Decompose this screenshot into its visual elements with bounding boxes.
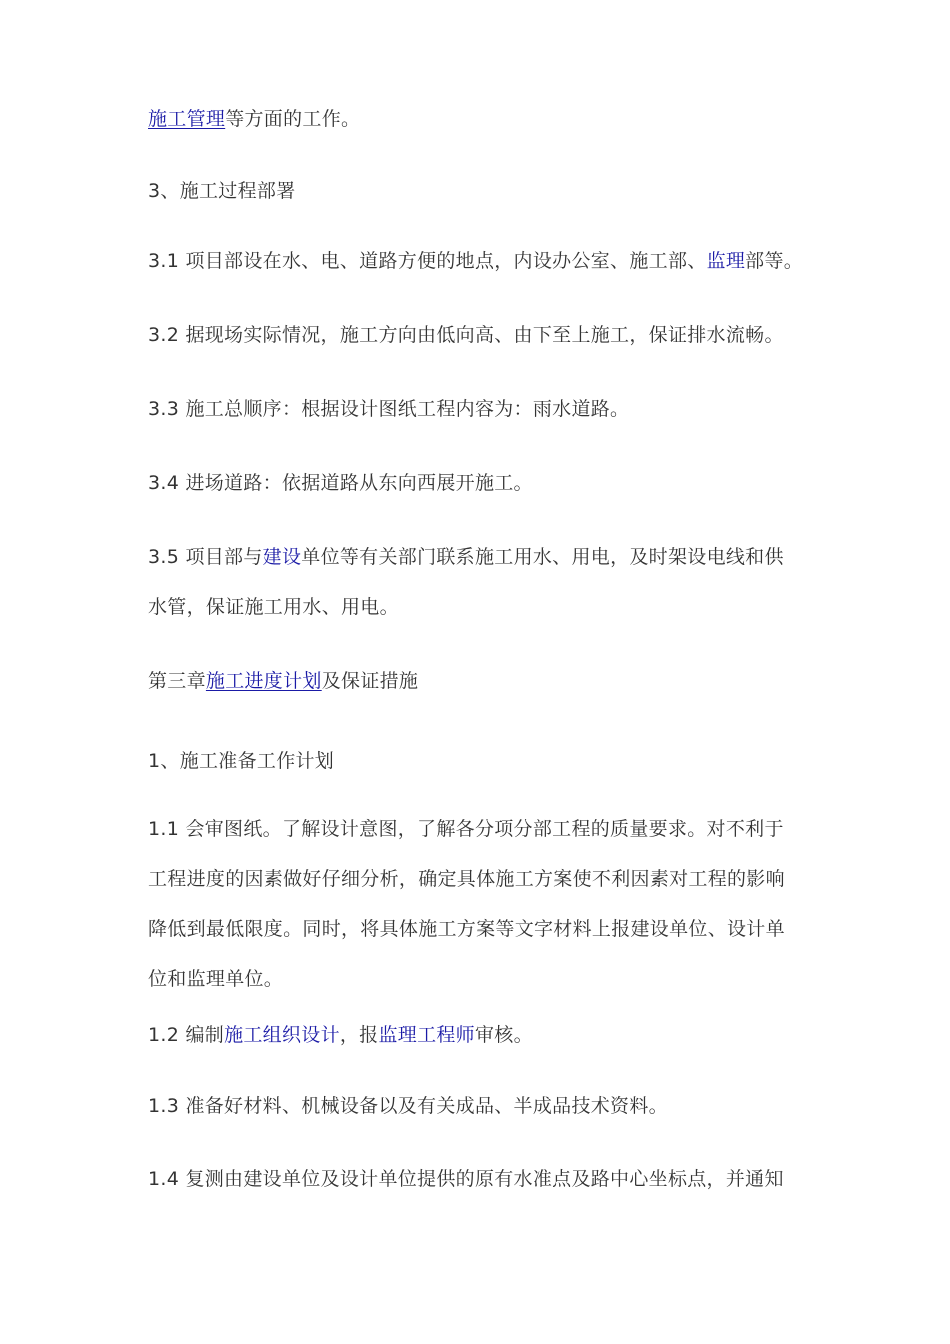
section-heading-3	[148, 178, 296, 204]
text-span: 部等。	[745, 250, 804, 272]
text-line-1-4	[148, 1166, 784, 1192]
text-span: 审核。	[475, 1024, 533, 1046]
text-span: 1.2 编制	[148, 1024, 225, 1046]
text-span: ，报	[339, 1024, 379, 1046]
text-line-1-1-cont-2	[148, 916, 785, 942]
text-span: 1.1 会审图纸。了解设计意图，了解各分项分部工程的质量要求。对不利于	[148, 818, 784, 840]
text-span: 第三章	[148, 670, 206, 692]
text-span: 3.3 施工总顺序：根据设计图纸工程内容为：雨水道路。	[148, 398, 630, 420]
text-line-3-4	[148, 470, 533, 496]
text-span: 单位等有关部门联系施工用水、用电，及时架设电线和供	[301, 546, 784, 568]
text-span: 1、施工准备工作计划	[148, 750, 335, 772]
chapter-heading-3	[148, 668, 418, 694]
text-span: 1.4 复测由建设单位及设计单位提供的原有水准点及路中心坐标点，并通知	[148, 1168, 784, 1190]
text-line-1-3	[148, 1093, 668, 1119]
text-line-3-5	[148, 544, 784, 570]
text-span: 水管，保证施工用水、用电。	[148, 596, 399, 618]
link-construction-org-design[interactable]: 施工组织设计	[224, 1024, 340, 1046]
text-line-3-1	[148, 248, 803, 274]
text-span: 等方面的工作。	[225, 108, 361, 130]
text-line-1-2	[148, 1022, 533, 1048]
text-line-3-2	[148, 322, 784, 348]
text-span: 3.2 据现场实际情况，施工方向由低向高、由下至上施工，保证排水流畅。	[148, 324, 784, 346]
text-line-1-1-cont-3	[148, 966, 283, 992]
text-line-1-1-cont-1	[148, 866, 785, 892]
text-span: 及保证措施	[321, 670, 419, 692]
text-span: 降低到最低限度。同时，将具体施工方案等文字材料上报建设单位、设计单	[148, 918, 785, 940]
text-span: 3.4 进场道路：依据道路从东向西展开施工。	[148, 472, 533, 494]
text-span: 3.1 项目部设在水、电、道路方便的地点，内设办公室、施工部、	[148, 250, 707, 272]
section-heading-1	[148, 748, 334, 774]
text-line-3-5-cont	[148, 594, 399, 620]
link-supervision[interactable]: 监理	[706, 250, 746, 272]
text-span: 3、施工过程部署	[148, 180, 296, 202]
text-span: 位和监理单位。	[148, 968, 284, 990]
text-line-1	[148, 106, 360, 132]
link-construction[interactable]: 建设	[262, 546, 302, 568]
link-construction-management[interactable]: 施工管理	[148, 108, 226, 130]
text-span: 1.3 准备好材料、机械设备以及有关成品、半成品技术资料。	[148, 1095, 668, 1117]
link-supervising-engineer[interactable]: 监理工程师	[378, 1024, 475, 1046]
text-span: 工程进度的因素做好仔细分析，确定具体施工方案使不利因素对工程的影响	[148, 868, 785, 890]
text-line-1-1	[148, 816, 784, 842]
text-span: 3.5 项目部与	[148, 546, 263, 568]
text-line-3-3	[148, 396, 629, 422]
link-construction-schedule[interactable]: 施工进度计划	[205, 670, 322, 692]
